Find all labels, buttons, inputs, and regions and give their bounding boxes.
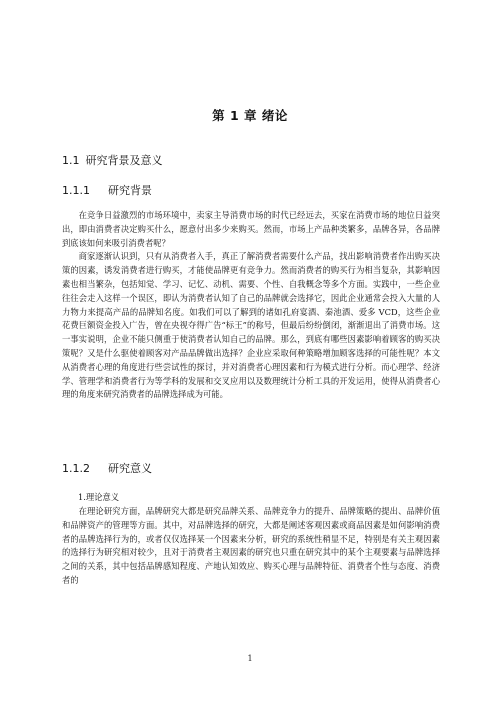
section-number: 1.1 — [62, 154, 80, 167]
section-number: 1.1.1 — [62, 184, 90, 197]
section-heading-1-1 — [62, 152, 163, 168]
section-title: 研究背景 — [108, 184, 152, 197]
paragraph: 商家逐渐认识到，只有从消费者入手，真正了解消费者需要什么产品，找出影响消费者作出购买决策的因素，诱发消费者进行购买，才能使品牌更有竞争力。然而消费者的购买行为相当复杂，其影响因素也相当繁杂，包括知觉、学习、记忆、动机、需要、个性、自我概念等多个方面。实践中，一些企业往往会走入这样一个误区，即认为消费者认知了自己的品牌就会选择它，因此企业通常会投入大量的人力物力来提高产品的品牌知名度。如我们可以了解到的诸如孔府宴酒、秦池酒、爱多 VCD，这些企业花费巨额资金投入广告，曾在央视夺得广告“标王”的称号，但最后纷纷倒闭，渐渐退出了消费市场。这一事实说明，企业不能只侧重于使消费者认知自己的品牌。那么，到底有哪些因素影响着顾客的购买决策呢？又是什么驱使着顾客对产品品牌做出选择？企业应采取何种策略增加顾客选择的可能性呢？本文从消费者心理的角度进行些尝试性的探讨，并对消费者心理因素和行为模式进行分析。而心理学、经济学、管理学和消费者行为等学科的发展和交叉应用以及数理统计分析工具的开发运用，使得从消费者心理的角度来研究消费者的品牌选择成为可能。 — [62, 251, 440, 400]
page-number: 1 — [247, 654, 253, 663]
paragraph: 在理论研究方面，品牌研究大都是研究品牌关系、品牌竞争力的提升、品牌策略的提出、品牌价值和品牌资产的管理等方面。其中，对品牌选择的研究，大都是阐述客观因素或商品因素是如何影响消费者的品牌选择行为的，或者仅仅选择某一个因素来分析，研究的系统性稍显不足，特别是有关主观因素的选择行为研究相对较少，且对于消费者主观因素的研究也只重在研究其中的某个主观要素与品牌选择之间的关系，其中包括品牌感知程度、产地认知效应、购买心理与品牌特征、消费者个性与态度、消费者的 — [62, 506, 440, 585]
paragraph: 在竞争日益激烈的市场环境中，卖家主导消费市场的时代已经远去，买家在消费市场的地位日益突出，即由消费者决定购买什么，愿意付出多少来购买。然而，市场上产品种类繁多，品牌各异，各品牌到底该如何来吸引消费者呢？ — [62, 210, 440, 248]
theory-heading: 1.理论意义 — [78, 492, 120, 502]
theory-text — [62, 505, 440, 588]
section-heading-1-1-1 — [62, 182, 152, 198]
background-text — [62, 209, 440, 402]
section-title: 研究意义 — [108, 462, 152, 475]
chapter-title: 第 1 章 绪论 — [212, 108, 288, 123]
section-number: 1.1.2 — [62, 462, 90, 475]
section-title: 研究背景及意义 — [85, 154, 163, 167]
section-heading-1-1-2 — [62, 460, 152, 476]
